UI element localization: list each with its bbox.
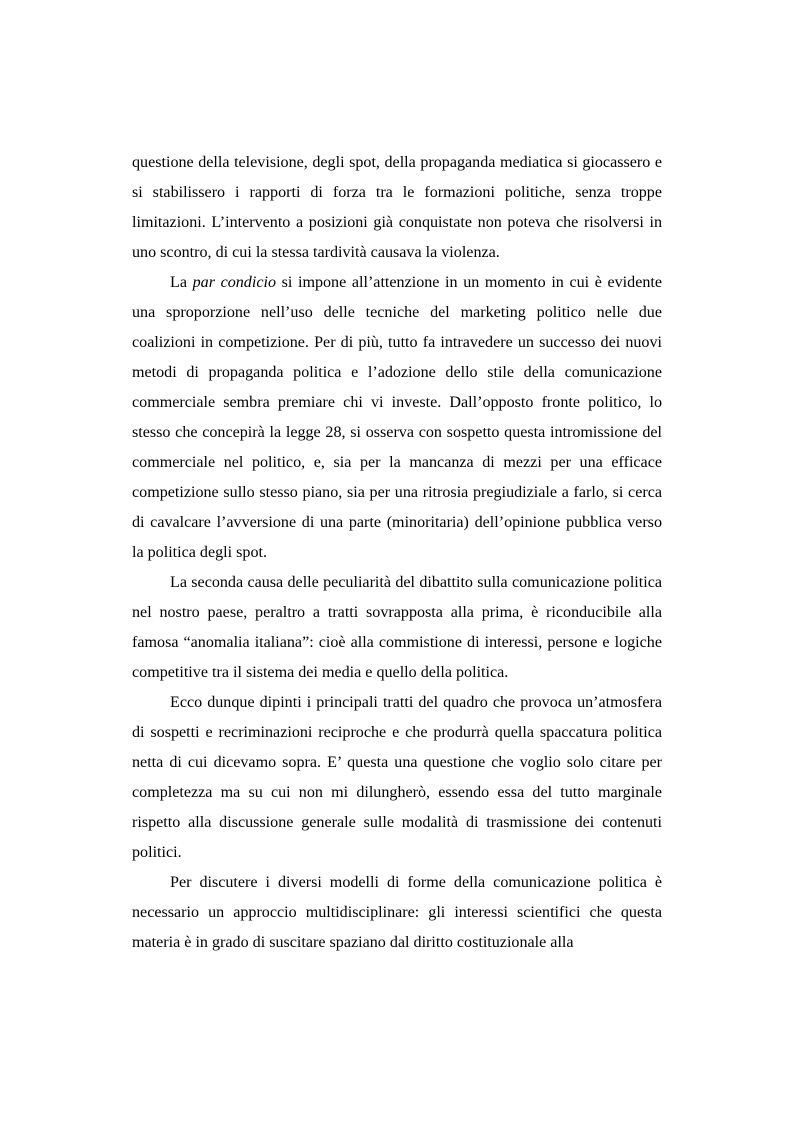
paragraph-1: questione della televisione, degli spot, della propaganda mediatica si giocassero e si stabilissero i rapporti di forza tra le formazioni politiche, senza troppe limitazioni. L’intervento a posizioni già conquistate non poteva che risolversi in uno scontro, di cui la stessa tardività causava la violenza. [132, 154, 662, 261]
paragraph-5: Per discutere i diversi modelli di forme della comunicazione politica è necessario un approccio multidisciplinare: gli interessi scientifici che questa materia è in grado di suscitare spaziano dal diritto costituzionale alla [132, 874, 662, 951]
body-text [132, 148, 662, 958]
paragraph-2-lead: La [170, 274, 193, 291]
paragraph-3: La seconda causa delle peculiarità del dibattito sulla comunicazione politica nel nostro paese, peraltro a tratti sovrapposta alla prima, è riconducibile alla famosa “anomalia italiana”: cioè alla commistione di interessi, persone e logiche competitive tra il sistema dei media e quello della politica. [132, 574, 662, 681]
par-condicio-term: par condicio [192, 274, 276, 291]
paragraph-2 [132, 268, 662, 568]
paragraph-4: Ecco dunque dipinti i principali tratti del quadro che provoca un’atmosfera di sospetti e recriminazioni reciproche e che produrrà quella spaccatura politica netta di cui dicevamo sopra. E’ questa una questione che voglio solo citare per completezza ma su cui non mi dilungherò, essendo essa del tutto marginale rispetto alla discussione generale sulle modalità di trasmissione dei contenuti politici. [132, 694, 662, 861]
paragraph-2-body: si impone all’attenzione in un momento in cui è evidente una sproporzione nell’uso delle tecniche del marketing politico nelle due coalizioni in competizione. Per di più, tutto fa intravedere un successo dei nuovi metodi di propaganda politica e l’adozione dello stile della comunicazione commerciale sembra premiare chi vi investe. Dall’opposto fronte politico, lo stesso che concepirà la legge 28, si osserva con sospetto questa intromissione del commerciale nel politico, e, sia per la mancanza di mezzi per una efficace competizione sullo stesso piano, sia per una ritrosia pregiudiziale a farlo, si cerca di cavalcare l’avversione di una parte (minoritaria) dell’opinione pubblica verso la politica degli spot. [132, 274, 663, 561]
